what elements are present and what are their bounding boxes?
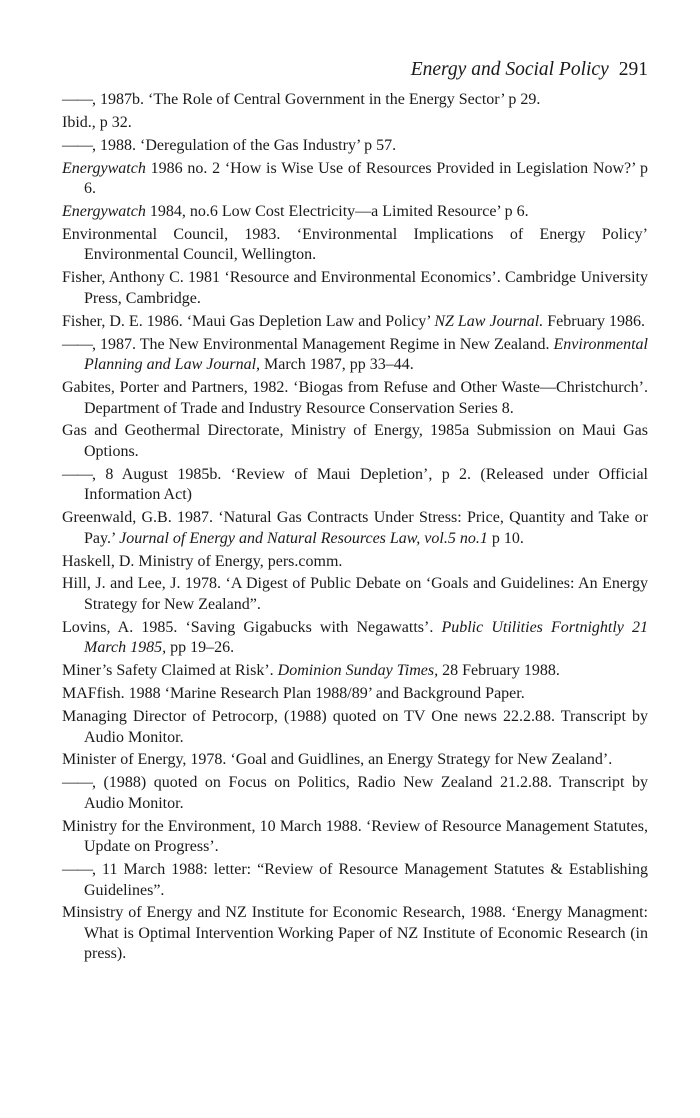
- reference-entry: [62, 508, 648, 549]
- reference-italic-text: Dominion Sunday Times,: [277, 662, 439, 680]
- reference-text: March 1987, pp 33–44.: [260, 356, 414, 374]
- reference-entry: [62, 268, 648, 309]
- reference-entry: [62, 202, 648, 223]
- ditto-dash: ——: [62, 465, 92, 483]
- reference-entry: [62, 159, 648, 200]
- reference-entry: [62, 684, 648, 705]
- reference-italic-text: Energywatch: [62, 159, 146, 177]
- reference-text: Miner’s Safety Claimed at Risk’.: [62, 662, 278, 680]
- reference-entry: [62, 860, 648, 901]
- page-number: 291: [618, 59, 648, 80]
- reference-text: MAFfish. 1988 ‘Marine Research Plan 1988/89’ and Background Paper.: [62, 685, 525, 703]
- reference-text: Fisher, D. E. 1986. ‘Maui Gas Depletion Law and Policy’: [62, 312, 435, 330]
- reference-entry: [62, 312, 648, 333]
- reference-italic-text: Journal of Energy and Natural Resources Law, vol.5 no.1: [119, 529, 488, 547]
- reference-text: Hill, J. and Lee, J. 1978. ‘A Digest of Public Debate on ‘Goals and Guidelines: An Energy Strategy for New Zealand”.: [62, 575, 648, 613]
- reference-entry: [62, 113, 648, 134]
- reference-entry: [62, 136, 648, 157]
- reference-entry: [62, 378, 648, 419]
- reference-text: p 10.: [487, 529, 524, 547]
- reference-entry: [62, 903, 648, 965]
- reference-entry: [62, 552, 648, 573]
- reference-text: 28 February 1988.: [438, 662, 560, 680]
- reference-text: , (1988) quoted on Focus on Politics, Radio New Zealand 21.2.88. Transcript by Audio Monitor.: [84, 774, 648, 812]
- reference-text: , 1987. The New Environmental Management Regime in New Zealand.: [92, 335, 554, 353]
- reference-text: Ministry for the Environment, 10 March 1988. ‘Review of Resource Management Statutes, Update on Progress’.: [62, 817, 648, 856]
- reference-text: Minsistry of Energy and NZ Institute for Economic Research, 1988. ‘Energy Managment: What is Optimal Intervention Working Paper of NZ Institute of Economic Research (in press).: [62, 904, 648, 963]
- ditto-dash: ——: [62, 774, 92, 792]
- ditto-dash: ——: [62, 335, 92, 353]
- reference-text: , 11 March 1988: letter: “Review of Resource Management Statutes & Establishing Guidelines”.: [84, 861, 648, 899]
- reference-entry: [62, 618, 648, 659]
- reference-entry: [62, 661, 648, 682]
- running-title: Energy and Social Policy: [410, 59, 609, 80]
- reference-entry: [62, 90, 648, 111]
- reference-text: Environmental Council, 1983. ‘Environmental Implications of Energy Policy’ Environmental Council, Wellington.: [62, 225, 648, 264]
- reference-text: , 1987b. ‘The Role of Central Government in the Energy Sector’ p 29.: [92, 91, 541, 108]
- reference-text: Ibid., p 32.: [62, 113, 132, 131]
- reference-entry: [62, 225, 648, 266]
- running-header: [62, 58, 648, 82]
- reference-list: [62, 90, 648, 965]
- reference-italic-text: NZ Law Journal.: [434, 312, 544, 330]
- reference-entry: [62, 574, 648, 615]
- reference-text: February 1986.: [543, 312, 646, 330]
- reference-text: pp 19–26.: [166, 639, 235, 657]
- reference-text: Greenwald, G.B. 1987. ‘Natural Gas Contracts Under Stress: Price, Quantity and Take or Pay.’: [62, 509, 648, 547]
- ditto-dash: ——: [62, 136, 92, 154]
- ditto-dash: ——: [62, 861, 92, 879]
- reference-text: , 1988. ‘Deregulation of the Gas Industry’ p 57.: [92, 136, 397, 154]
- reference-entry: [62, 817, 648, 858]
- reference-entry: [62, 465, 648, 506]
- reference-entry: [62, 421, 648, 462]
- reference-text: 1984, no.6 Low Cost Electricity—a Limited Resource’ p 6.: [145, 203, 529, 221]
- reference-entry: [62, 750, 648, 771]
- reference-text: , 8 August 1985b. ‘Review of Maui Depletion’, p 2. (Released under Official Information Act): [84, 465, 648, 504]
- reference-text: Fisher, Anthony C. 1981 ‘Resource and Environmental Economics’. Cambridge University Press, Cambridge.: [62, 269, 648, 307]
- reference-text: Haskell, D. Ministry of Energy, pers.comm.: [62, 552, 343, 570]
- reference-text: 1986 no. 2 ‘How is Wise Use of Resources Provided in Legislation Now?’ p 6.: [84, 159, 648, 198]
- reference-entry: [62, 773, 648, 814]
- reference-italic-text: Energywatch: [62, 203, 146, 221]
- reference-text: Minister of Energy, 1978. ‘Goal and Guidlines, an Energy Strategy for New Zealand’.: [62, 751, 613, 769]
- reference-italic-text: Environmental Planning and Law Journal,: [84, 335, 648, 374]
- book-page: [62, 58, 648, 967]
- reference-italic-text: Public Utilities Fortnightly 21 March 1985,: [84, 618, 649, 657]
- reference-text: Managing Director of Petrocorp, (1988) quoted on TV One news 22.2.88. Transcript by Audio Monitor.: [62, 708, 648, 746]
- reference-entry: [62, 335, 648, 376]
- reference-text: Lovins, A. 1985. ‘Saving Gigabucks with Negawatts’.: [62, 618, 442, 636]
- reference-text: Gabites, Porter and Partners, 1982. ‘Biogas from Refuse and Other Waste—Christchurch’. Department of Trade and Industry Resource Conservation Series 8.: [62, 379, 648, 417]
- reference-text: Gas and Geothermal Directorate, Ministry of Energy, 1985a Submission on Maui Gas Options.: [62, 422, 648, 460]
- reference-entry: [62, 707, 648, 748]
- ditto-dash: ——: [62, 91, 92, 108]
